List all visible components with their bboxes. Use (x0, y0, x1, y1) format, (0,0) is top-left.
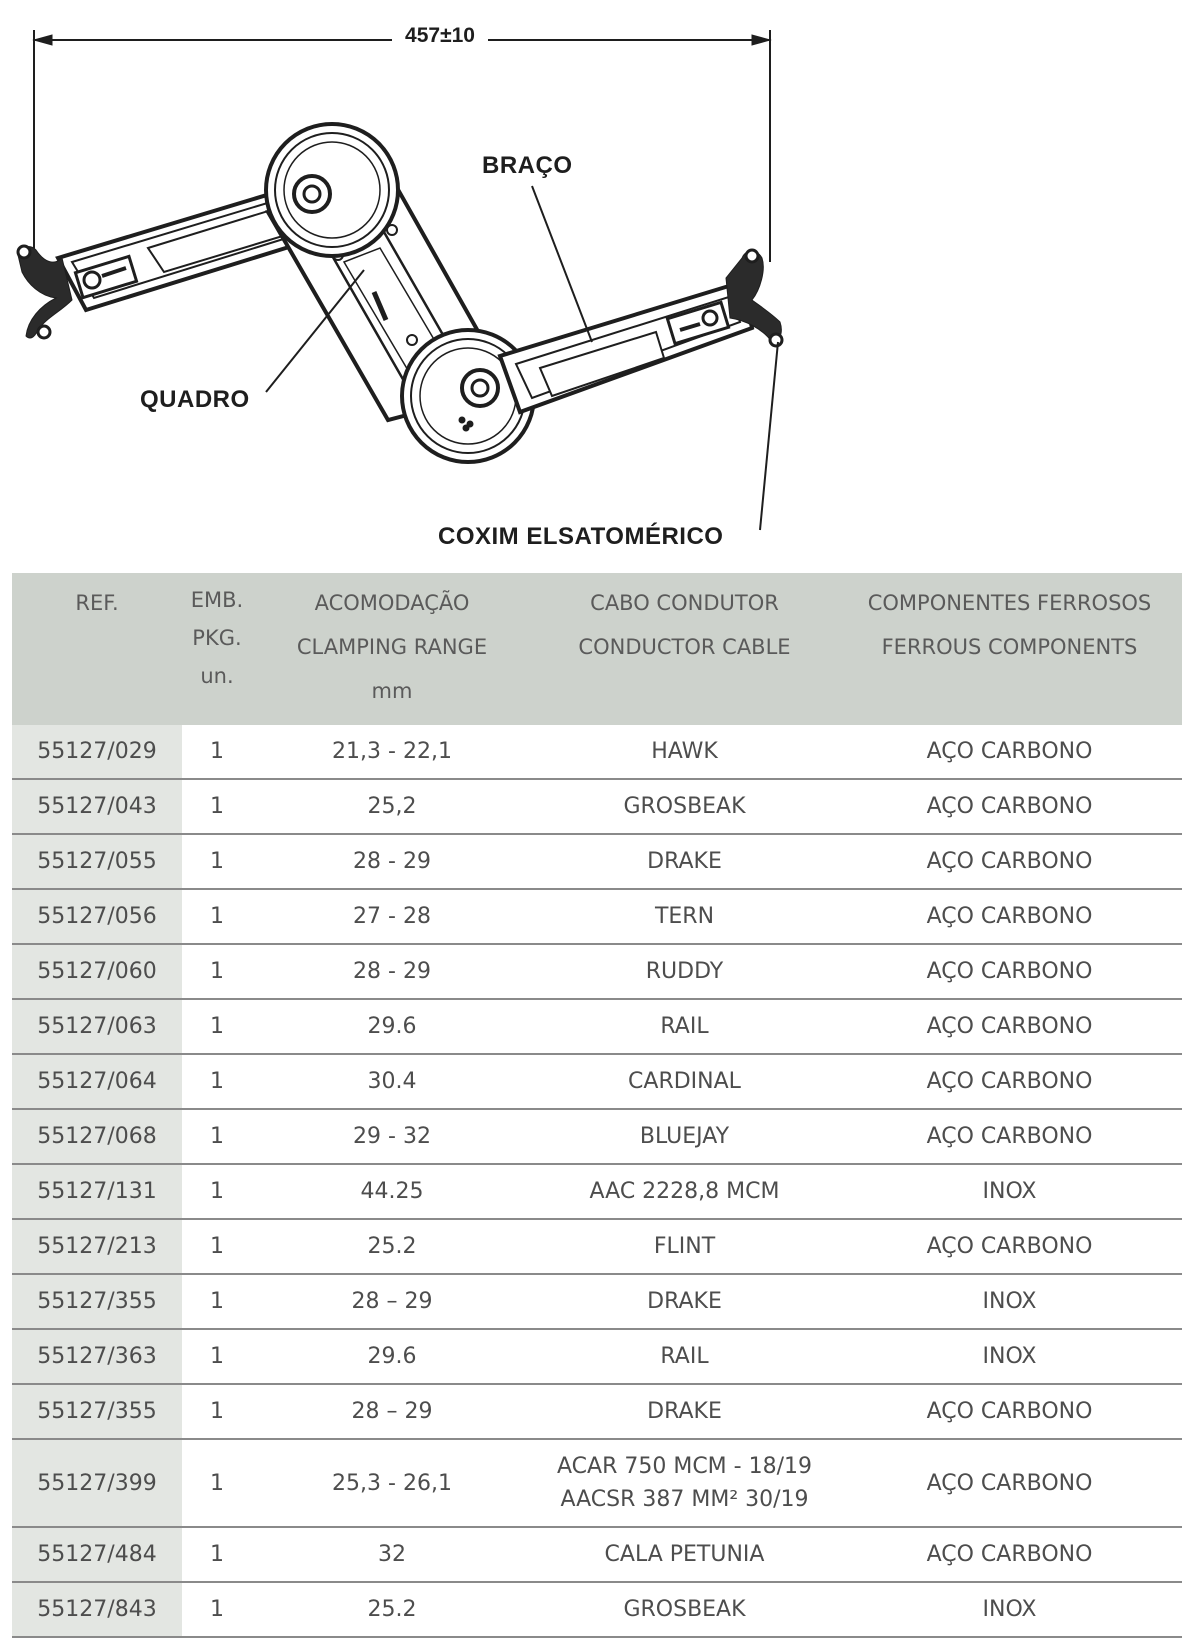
cell-cable: GROSBEAK (532, 1582, 837, 1637)
header-range: ACOMODAÇÃO CLAMPING RANGE mm (252, 573, 532, 725)
cell-emb: 1 (182, 889, 252, 944)
cell-cable: RAIL (532, 999, 837, 1054)
cell-ref: 55127/355 (12, 1274, 182, 1329)
table-row (12, 1219, 1182, 1274)
cell-ref: 55127/043 (12, 779, 182, 834)
cell-ref: 55127/484 (12, 1527, 182, 1582)
cell-ref: 55127/363 (12, 1329, 182, 1384)
upper-hub (266, 124, 398, 256)
cell-cable: BLUEJAY (532, 1109, 837, 1164)
cell-ref: 55127/399 (12, 1439, 182, 1527)
cell-ref: 55127/213 (12, 1219, 182, 1274)
cell-range: 29.6 (252, 1329, 532, 1384)
table-row (12, 834, 1182, 889)
cell-cable (532, 1439, 837, 1527)
table-row (12, 1109, 1182, 1164)
cell-ferrous: AÇO CARBONO (837, 889, 1182, 944)
header-emb: EMB. PKG. un. (182, 573, 252, 725)
cell-range: 25,3 - 26,1 (252, 1439, 532, 1527)
cell-emb: 1 (182, 1219, 252, 1274)
cell-emb: 1 (182, 1329, 252, 1384)
cell-ferrous: INOX (837, 1274, 1182, 1329)
cell-range: 29 - 32 (252, 1109, 532, 1164)
spacer-damper-drawing (0, 0, 1200, 565)
spec-table (12, 573, 1182, 1638)
cell-emb: 1 (182, 1527, 252, 1582)
cell-ref: 55127/131 (12, 1164, 182, 1219)
cell-cable: DRAKE (532, 1274, 837, 1329)
cell-cable: CARDINAL (532, 1054, 837, 1109)
cell-range: 44.25 (252, 1164, 532, 1219)
right-arm (500, 282, 752, 412)
cell-range: 29.6 (252, 999, 532, 1054)
cell-emb: 1 (182, 1274, 252, 1329)
header-ref: REF. (12, 573, 182, 725)
cell-range: 25.2 (252, 1219, 532, 1274)
cell-cable: AAC 2228,8 MCM (532, 1164, 837, 1219)
cell-cable: GROSBEAK (532, 779, 837, 834)
cell-emb: 1 (182, 944, 252, 999)
cell-cable: RAIL (532, 1329, 837, 1384)
cell-cable-line: AACSR 387 MM² 30/19 (560, 1487, 809, 1512)
cell-cable: RUDDY (532, 944, 837, 999)
cell-ref: 55127/060 (12, 944, 182, 999)
cell-ferrous: AÇO CARBONO (837, 944, 1182, 999)
cell-range: 30.4 (252, 1054, 532, 1109)
cell-ref: 55127/355 (12, 1384, 182, 1439)
cell-emb: 1 (182, 834, 252, 889)
cell-cable-line: ACAR 750 MCM - 18/19 (557, 1454, 812, 1479)
header-ferrous: COMPONENTES FERROSOS FERROUS COMPONENTS (837, 573, 1182, 725)
table-row (12, 779, 1182, 834)
cell-cable: HAWK (532, 725, 837, 779)
cell-range: 25,2 (252, 779, 532, 834)
cell-range: 28 - 29 (252, 944, 532, 999)
table-row (12, 1329, 1182, 1384)
cell-ref: 55127/056 (12, 889, 182, 944)
cell-ferrous: AÇO CARBONO (837, 834, 1182, 889)
cell-cable: DRAKE (532, 834, 837, 889)
cell-ferrous: AÇO CARBONO (837, 1527, 1182, 1582)
table-header-row (12, 573, 1182, 725)
cell-emb: 1 (182, 1109, 252, 1164)
cell-emb: 1 (182, 1054, 252, 1109)
table-row (12, 1582, 1182, 1637)
cell-ferrous: AÇO CARBONO (837, 779, 1182, 834)
cell-ferrous: AÇO CARBONO (837, 1054, 1182, 1109)
cell-ferrous: AÇO CARBONO (837, 1109, 1182, 1164)
cell-ferrous: AÇO CARBONO (837, 725, 1182, 779)
cell-emb: 1 (182, 999, 252, 1054)
cell-ferrous: INOX (837, 1329, 1182, 1384)
cell-ferrous: AÇO CARBONO (837, 999, 1182, 1054)
cell-range: 28 – 29 (252, 1274, 532, 1329)
header-cable: CABO CONDUTOR CONDUCTOR CABLE (532, 573, 837, 725)
dimension-label: 457±10 (392, 24, 488, 48)
cell-emb: 1 (182, 725, 252, 779)
table-row (12, 1274, 1182, 1329)
cell-ref: 55127/055 (12, 834, 182, 889)
table-row (12, 1164, 1182, 1219)
cell-ref: 55127/068 (12, 1109, 182, 1164)
cell-emb: 1 (182, 1384, 252, 1439)
table-row (12, 944, 1182, 999)
cell-range: 32 (252, 1527, 532, 1582)
callout-quadro: QUADRO (140, 386, 250, 413)
cell-cable: CALA PETUNIA (532, 1527, 837, 1582)
cell-emb: 1 (182, 779, 252, 834)
cell-range: 28 - 29 (252, 834, 532, 889)
table-row (12, 999, 1182, 1054)
cell-ref: 55127/064 (12, 1054, 182, 1109)
cell-emb: 1 (182, 1439, 252, 1527)
technical-drawing (0, 0, 1200, 565)
cell-ferrous: INOX (837, 1582, 1182, 1637)
cell-ferrous: AÇO CARBONO (837, 1219, 1182, 1274)
cell-range: 28 – 29 (252, 1384, 532, 1439)
cell-emb: 1 (182, 1164, 252, 1219)
cell-emb: 1 (182, 1582, 252, 1637)
cell-range: 21,3 - 22,1 (252, 725, 532, 779)
cell-range: 25.2 (252, 1582, 532, 1637)
table-row (12, 1439, 1182, 1527)
cell-ferrous: INOX (837, 1164, 1182, 1219)
cell-cable: FLINT (532, 1219, 837, 1274)
table-row (12, 889, 1182, 944)
cell-ferrous: AÇO CARBONO (837, 1439, 1182, 1527)
table-row (12, 1527, 1182, 1582)
cell-cable: DRAKE (532, 1384, 837, 1439)
table-row (12, 725, 1182, 779)
callout-coxim: COXIM ELSATOMÉRICO (438, 523, 724, 550)
cell-range: 27 - 28 (252, 889, 532, 944)
cell-cable: TERN (532, 889, 837, 944)
table-row (12, 1384, 1182, 1439)
cell-ref: 55127/843 (12, 1582, 182, 1637)
cell-ref: 55127/029 (12, 725, 182, 779)
cell-ferrous: AÇO CARBONO (837, 1384, 1182, 1439)
callout-braco: BRAÇO (482, 152, 573, 179)
cell-ref: 55127/063 (12, 999, 182, 1054)
table-row (12, 1054, 1182, 1109)
